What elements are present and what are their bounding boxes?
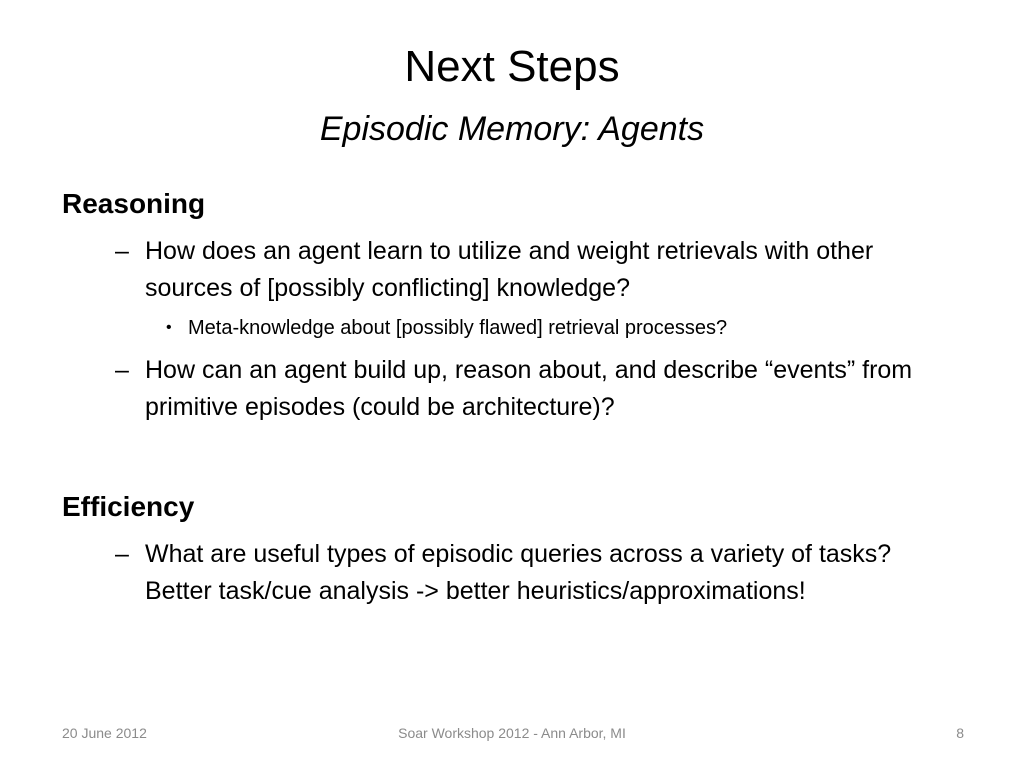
slide-subtitle: Episodic Memory: Agents <box>319 110 705 148</box>
dot-bullet-icon: • <box>166 319 172 336</box>
section-heading-reasoning: Reasoning <box>62 188 206 219</box>
bullet-text: How can an agent build up, reason about, and describe “events” from primitive episodes (could be architecture)? <box>145 356 913 421</box>
slide-title: Next Steps <box>404 42 620 91</box>
bullet-item <box>115 536 955 610</box>
bullet-item <box>115 352 955 426</box>
dash-bullet-icon: – <box>115 356 129 384</box>
footer-date: 20 June 2012 <box>62 725 147 741</box>
footer-page-number: 8 <box>956 725 964 741</box>
sub-bullet-item <box>166 314 946 342</box>
footer-event: Soar Workshop 2012 - Ann Arbor, MI <box>398 725 626 741</box>
dash-bullet-icon: – <box>115 540 129 568</box>
dash-bullet-icon: – <box>115 237 129 265</box>
sub-bullet-text: Meta-knowledge about [possibly flawed] retrieval processes? <box>188 317 728 339</box>
bullet-text: How does an agent learn to utilize and weight retrievals with other sources of [possibly conflicting] knowledge? <box>145 237 874 302</box>
section-heading-efficiency: Efficiency <box>62 491 195 522</box>
bullet-item <box>115 233 955 307</box>
bullet-text: What are useful types of episodic queries across a variety of tasks? Better task/cue analysis -> better heuristics/approximations! <box>145 540 892 605</box>
